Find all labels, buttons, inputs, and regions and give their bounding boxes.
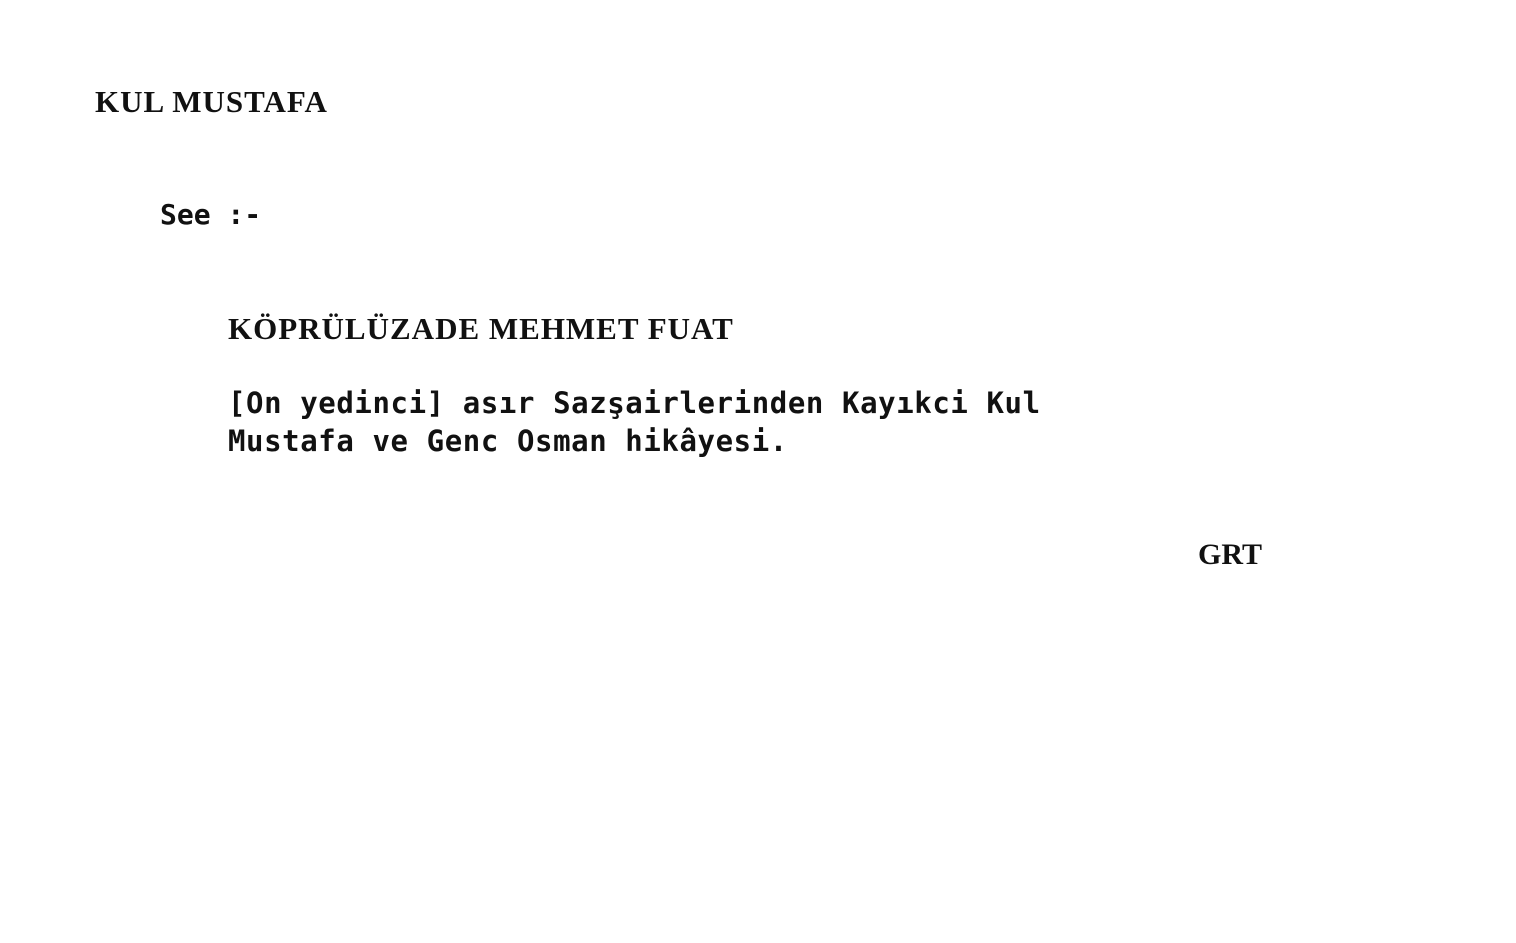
cataloger-initials: GRT <box>1198 538 1262 571</box>
card-heading: KUL MUSTAFA <box>95 84 328 119</box>
title-line-2: Mustafa ve Genc Osman hikâyesi. <box>228 424 788 458</box>
see-reference: See :- <box>160 198 262 231</box>
author-name: KÖPRÜLÜZADE MEHMET FUAT <box>228 311 734 346</box>
title-line-1: [On yedinci] asır Sazşairlerinden Kayıkci Kul <box>228 386 1041 420</box>
